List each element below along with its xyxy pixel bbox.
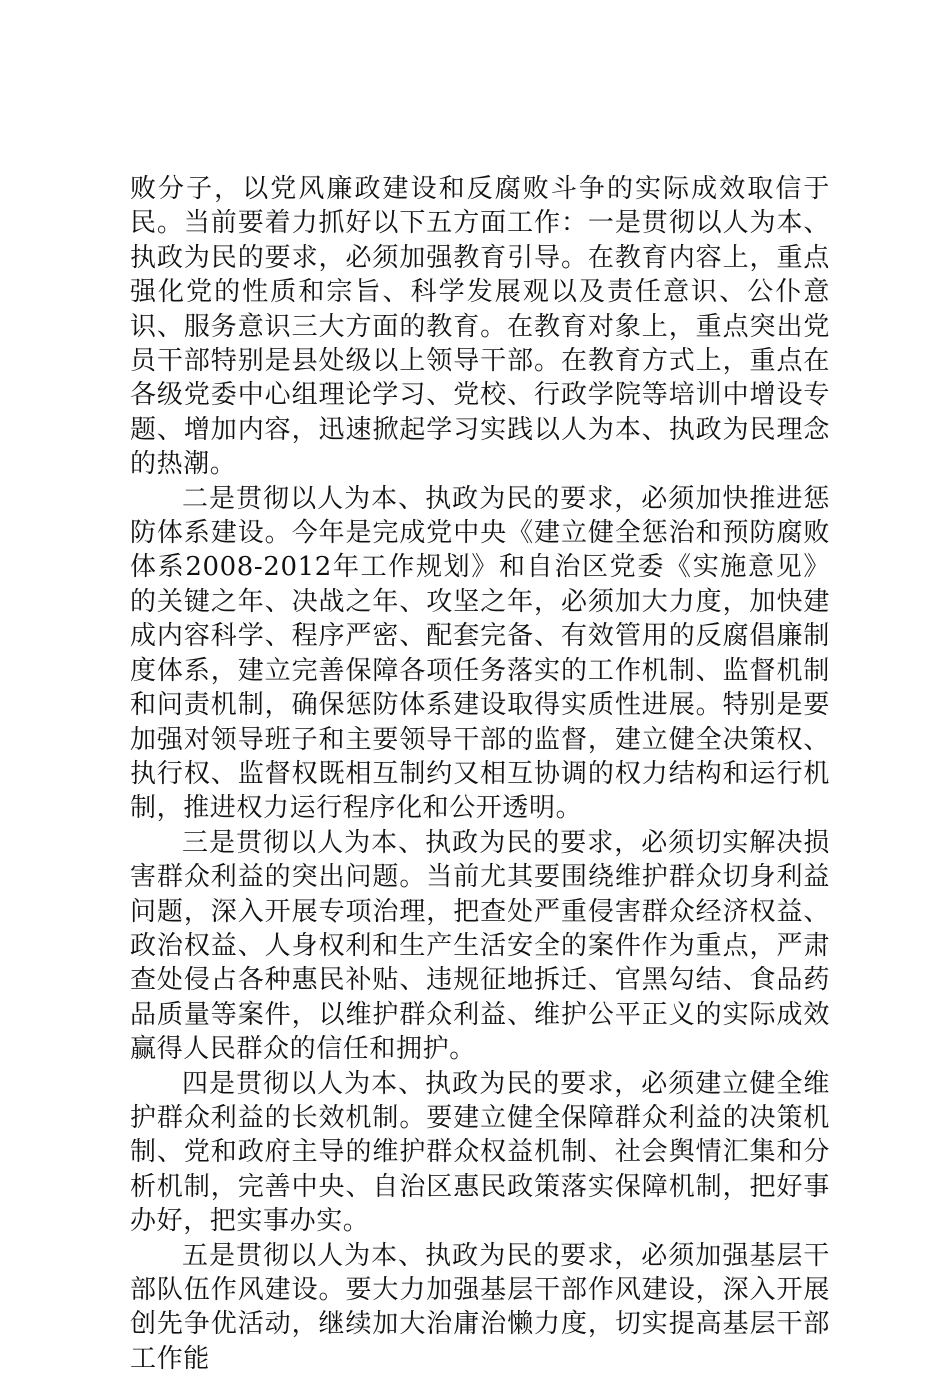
paragraph-3: 三是贯彻以人为本、执政为民的要求，必须切实解决损害群众利益的突出问题。当前尤其要围绕维护群众切身利益问题，深入开展专项治理，把查处严重侵害群众经济权益、政治权益、人身权利和生产生活安全的案件作为重点，严肃查处侵占各种惠民补贴、违规征地拆迁、官黑勾结、食品药品质量等案件，以维护群众利益、维护公平正义的实际成效赢得人民群众的信任和拥护。 — [130, 827, 830, 1065]
paragraph-4: 四是贯彻以人为本、执政为民的要求，必须建立健全维护群众利益的长效机制。要建立健全保障群众利益的决策机制、党和政府主导的维护群众权益机制、社会舆情汇集和分析机制，完善中央、自治区惠民政策落实保障机制，把好事办好，把实事办实。 — [130, 1068, 830, 1237]
paragraph-1: 败分子，以党风廉政建设和反腐败斗争的实际成效取信于民。当前要着力抓好以下五方面工作：一是贯彻以人为本、执政为民的要求，必须加强教育引导。在教育内容上，重点强化党的性质和宗旨、科学发展观以及责任意识、公仆意识、服务意识三大方面的教育。在教育对象上，重点突出党员干部特别是县处级以上领导干部。在教育方式上，重点在各级党委中心组理论学习、党校、行政学院等培训中增设专题、增加内容，迅速掀起学习实践以人为本、执政为民理念的热潮。 — [130, 174, 830, 480]
document-body — [130, 172, 830, 1376]
paragraph-2: 二是贯彻以人为本、执政为民的要求，必须加快推进惩防体系建设。今年是完成党中央《建立健全惩治和预防腐败体系2008-2012年工作规划》和自治区党委《实施意见》的关键之年、决战之年、攻坚之年，必须加大力度，加快建成内容科学、程序严密、配套完备、有效管用的反腐倡廉制度体系，建立完善保障各项任务落实的工作机制、监督机制和问责机制，确保惩防体系建设取得实质性进展。特别是要加强对领导班子和主要领导干部的监督，建立健全决策权、执行权、监督权既相互制约又相互协调的权力结构和运行机制，推进权力运行程序化和公开透明。 — [130, 483, 830, 824]
paragraph-5: 五是贯彻以人为本、执政为民的要求，必须加强基层干部队伍作风建设。要大力加强基层干部作风建设，深入开展创先争优活动，继续加大治庸治懒力度，切实提高基层干部工作能 — [130, 1240, 830, 1374]
